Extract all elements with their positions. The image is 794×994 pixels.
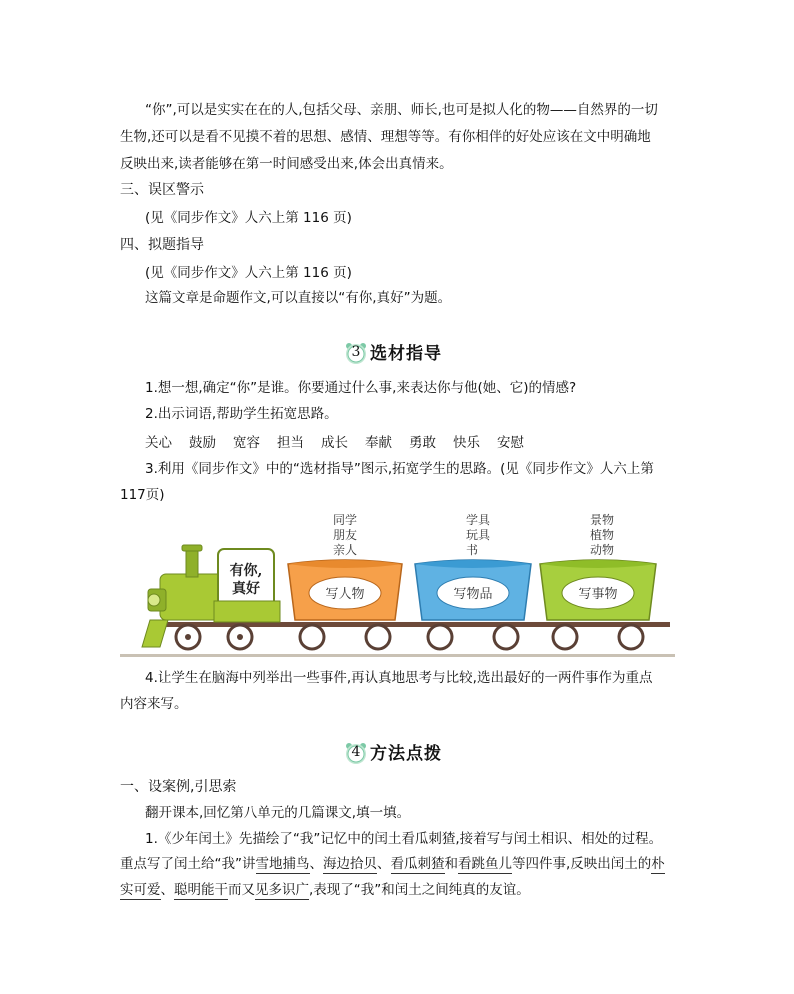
material-item-2: 2.出示词语,帮助学生拓宽思路。 xyxy=(145,406,338,422)
title-guide-ref: (见《同步作文》人六上第 116 页) xyxy=(145,265,352,281)
word-item: 成长 xyxy=(321,435,348,451)
car-label: 写物品 xyxy=(453,587,493,602)
word-item: 关心 xyxy=(145,435,172,451)
material-item-3-line-1: 3.利用《同步作文》中的“选材指导”图示,拓宽学生的思路。(见《同步作文》人六上第 xyxy=(145,461,654,477)
text-run: 等四件事,反映出闰土的 xyxy=(512,856,652,872)
filled-blank: 雪地捕鸟 xyxy=(255,856,310,872)
method-heading: 一、设案例,引思索 xyxy=(120,779,237,795)
word-item: 快乐 xyxy=(453,435,480,451)
filled-blank: 见多识广 xyxy=(255,882,309,898)
word-item: 鼓励 xyxy=(189,435,216,451)
material-train-diagram xyxy=(120,507,675,667)
word-item: 勇敢 xyxy=(409,435,436,451)
number-badge-icon xyxy=(344,741,366,763)
text-run: ,表现了“我”和闰土之间纯真的友谊。 xyxy=(309,882,530,898)
car-people-items xyxy=(333,513,357,557)
method-p1-line-1: 1.《少年闰土》先描绘了“我”记忆中的闰土看瓜刺猹,接着写与闰土相识、相处的过程。 xyxy=(145,831,663,847)
section-number: 4 xyxy=(351,743,361,760)
car-item: 书 xyxy=(465,543,479,557)
section-title: 方法点拨 xyxy=(370,744,442,764)
car-item: 亲人 xyxy=(332,543,358,557)
material-item-3-line-2: 117页) xyxy=(120,487,165,503)
filled-blank: 聪明能干 xyxy=(174,882,228,898)
method-p1-line-3 xyxy=(120,880,530,900)
car-item: 景物 xyxy=(589,513,615,527)
filled-blank: 朴 xyxy=(651,856,665,872)
intro-line-1: “你”,可以是实实在在的人,包括父母、亲朋、师长,也可是拟人化的物——自然界的一切 xyxy=(145,102,658,118)
intro-line-3: 反映出来,读者能够在第一时间感受出来,体会出真情来。 xyxy=(120,156,453,172)
car-objects-items xyxy=(466,513,491,557)
text-run: 、 xyxy=(160,882,174,898)
filled-blank: 看跳鱼儿 xyxy=(458,856,512,872)
car-item: 动物 xyxy=(589,543,615,557)
car-people xyxy=(288,560,402,649)
car-things xyxy=(540,560,656,649)
car-label: 写事物 xyxy=(578,587,618,602)
title-guide-note: 这篇文章是命题作文,可以直接以“有你,真好”为题。 xyxy=(145,290,452,306)
word-item: 奉献 xyxy=(365,435,392,451)
section-number: 3 xyxy=(351,343,361,360)
method-p1-line-2 xyxy=(120,854,665,874)
engine-sign-line-2: 真好 xyxy=(232,581,260,597)
car-item: 植物 xyxy=(589,528,615,542)
car-item: 玩具 xyxy=(465,528,491,542)
method-instruction: 翻开课本,回忆第八单元的几篇课文,填一填。 xyxy=(145,805,411,821)
text-run: 和 xyxy=(444,856,458,872)
material-item-4-line-2: 内容来写。 xyxy=(120,696,188,712)
word-item: 宽容 xyxy=(233,435,260,451)
car-item: 学具 xyxy=(465,513,491,527)
filled-blank: 海边拾贝 xyxy=(323,856,377,872)
train-engine xyxy=(142,545,280,649)
car-label: 写人物 xyxy=(325,587,365,602)
section-title: 选材指导 xyxy=(370,344,442,364)
filled-blank: 实可爱 xyxy=(120,882,161,898)
word-item: 担当 xyxy=(277,435,304,451)
car-objects xyxy=(415,560,531,649)
section-heading-method xyxy=(344,739,442,764)
car-things-items xyxy=(590,512,614,557)
material-item-1: 1.想一想,确定“你”是谁。你要通过什么事,来表达你与他(她、它)的情感? xyxy=(145,380,577,396)
heading-mistake-warning: 三、误区警示 xyxy=(120,182,204,198)
text-run: 、 xyxy=(377,856,391,872)
car-item: 同学 xyxy=(332,513,358,527)
text-run: 而又 xyxy=(228,882,255,898)
material-item-4-line-1: 4.让学生在脑海中列举出一些事件,再认真地思考与比较,选出最好的一两件事作为重点 xyxy=(145,670,653,686)
car-item: 朋友 xyxy=(332,528,358,542)
text-run: 、 xyxy=(309,856,323,872)
engine-sign-line-1: 有你, xyxy=(229,563,263,579)
filled-blank: 看瓜刺猹 xyxy=(390,856,445,872)
number-badge-icon xyxy=(344,341,366,363)
word-list xyxy=(145,431,524,451)
intro-line-2: 生物,还可以是看不见摸不着的思想、感情、理想等等。有你相伴的好处应该在文中明确地 xyxy=(120,129,651,145)
word-item: 安慰 xyxy=(497,435,524,451)
heading-title-guide: 四、拟题指导 xyxy=(120,237,204,253)
section-heading-material xyxy=(344,339,442,364)
text-run: 重点写了闰土给“我”讲 xyxy=(120,856,256,872)
mistake-ref: (见《同步作文》人六上第 116 页) xyxy=(145,210,352,226)
